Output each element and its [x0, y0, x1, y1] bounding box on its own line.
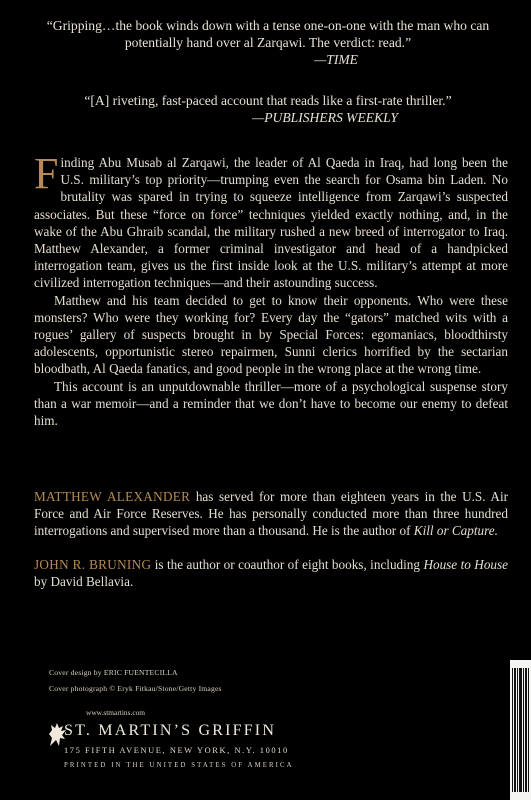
cover-photo-credit: Cover photograph © Eryk Fitkau/Stone/Getty Images — [49, 684, 222, 693]
quote-text: “[A] riveting, fast-paced account that reads like a first-rate thriller.” — [84, 93, 452, 108]
author-bio-john-bruning: JOHN R. BRUNING is the author or coauthor of eight books, including House to House by David Bellavia. — [34, 557, 508, 590]
cover-design-credit: Cover design by ERIC FUENTECILLA — [49, 668, 178, 677]
publisher-url: www.stmartins.com — [86, 708, 146, 717]
review-quote-time — [28, 17, 508, 68]
quote-attribution: —PUBLISHERS WEEKLY — [252, 110, 398, 125]
book-title: Kill or Capture. — [413, 523, 498, 539]
printed-in-line: PRINTED IN THE UNITED STATES OF AMERICA — [64, 762, 294, 769]
quote-attribution: —TIME — [314, 52, 358, 67]
author-bio-matthew-alexander: MATTHEW ALEXANDER has served for more than eighteen years in the U.S. Air Force and Air Force Reserves. He has personally conducted more than three hundred interrogations and supervised more than a thousand. He is the author of Kill or Capture. — [34, 489, 509, 539]
author-name: MATTHEW ALEXANDER — [34, 489, 191, 504]
author-name: JOHN R. BRUNING — [34, 557, 152, 572]
publisher-name: ST. MARTIN’S GRIFFIN — [64, 722, 277, 739]
barcode-icon — [510, 660, 531, 800]
description-paragraph-3: This account is an unputdownable thriller—more of a psychological suspense story than a war memoir—and a reminder that we don’t have to become our enemy to defeat him. — [34, 378, 508, 429]
review-quote-publishers-weekly — [28, 92, 508, 126]
publisher-address: 175 FIFTH AVENUE, NEW YORK, N.Y. 10010 — [64, 746, 289, 755]
description-paragraph-1: Finding Abu Musab al Zarqawi, the leader of Al Qaeda in Iraq, had long been the U.S. military’s top priority—trumping even the search for Osama bin Laden. No brutality was spared in trying to squeeze intelligence from Zarqawi’s suspected associates. But these “force on force” techniques yielded exactly nothing, and, in the wake of the Abu Ghraib scandal, the military rushed a new breed of interrogator to Iraq. Matthew Alexander, a former criminal investigator and head of a handpicked interrogation team, gives us the first inside look at the U.S. military’s attempt at more civilized interrogation techniques—and their astounding success. — [34, 149, 508, 291]
book-title: House to House — [423, 557, 508, 572]
quote-text: “Gripping…the book winds down with a tense one-on-one with the man who can potentially hand over al Zarqawi. The verdict: read.” — [46, 18, 490, 50]
description-paragraph-2: Matthew and his team decided to get to know their opponents. Who were these monsters? Who were they working for? Every day the “gators” matched wits with a rogues’ gallery of suspects brought in by Special Forces: egomaniacs, bloodthirsty adolescents, opportunistic stereo repairmen, Sunni clerics horrified by the sectarian bloodbath, Al Qaeda fanatics, and good people in the wrong place at the wrong time. — [34, 292, 508, 377]
book-description — [34, 149, 508, 429]
drop-cap: F — [34, 149, 59, 198]
